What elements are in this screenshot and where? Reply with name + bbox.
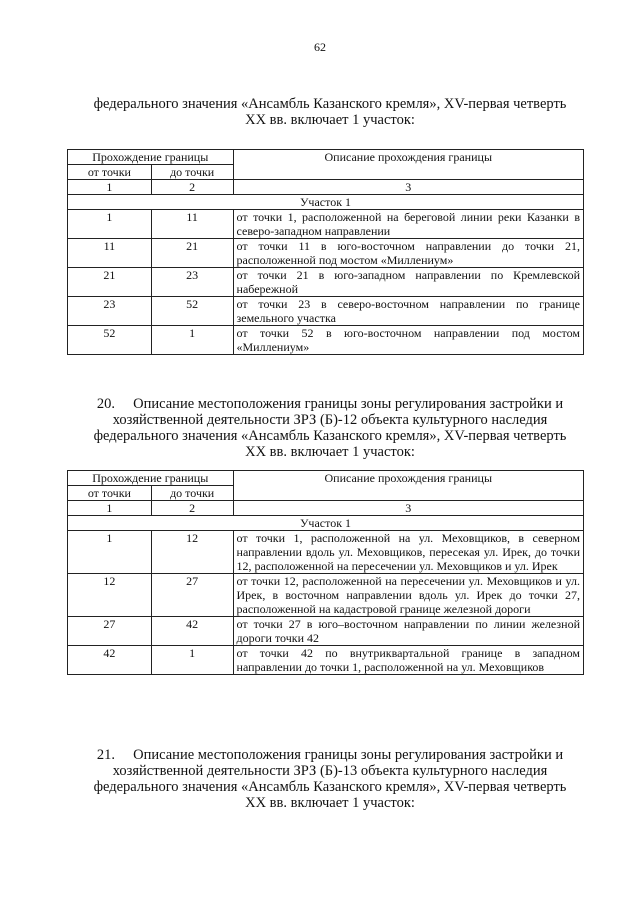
boundary-description: от точки 1, расположенной на береговой линии реки Казанки в северо-западном направлении [233,210,583,239]
to-point: 23 [151,268,233,297]
header-description: Описание прохождения границы [233,150,583,180]
table-row [68,239,584,268]
from-point: 42 [68,646,152,675]
header-from: от точки [68,165,152,180]
heading-line: XX вв. включает 1 участок: [245,795,415,811]
header-to: до точки [151,486,233,501]
table-row [68,574,584,617]
boundary-description: от точки 42 по внутриквартальной границе в западном направлении до точки 1, расположенной на ул. Меховщиков [233,646,583,675]
boundary-description: от точки 12, расположенной на пересечении ул. Меховщиков и ул. Ирек, в восточном направлении вдоль ул. Ирек до точки 27, расположенной на кадастровой границе железной дороги [233,574,583,617]
boundary-description: от точки 23 в северо-восточном направлении по границе земельного участка [233,297,583,326]
to-point: 12 [151,531,233,574]
boundary-description: от точки 11 в юго-восточном направлении до точки 21, расположенной под мостом «Миллениум» [233,239,583,268]
to-point: 21 [151,239,233,268]
from-point: 1 [68,210,152,239]
from-point: 21 [68,268,152,297]
intro-heading [75,96,585,128]
heading-line: федерального значения «Ансамбль Казанского кремля», XV-первая четверть [93,96,567,112]
from-point: 12 [68,574,152,617]
from-point: 11 [68,239,152,268]
table-row [68,617,584,646]
boundary-table-1 [67,149,584,355]
header-to: до точки [151,165,233,180]
heading-line: хозяйственной деятельности ЗРЗ (Б)-13 объекта культурного наследия [112,763,548,779]
section-21-heading [75,747,585,811]
column-number: 3 [233,501,583,516]
column-number: 1 [68,501,152,516]
table-row [68,268,584,297]
table-row [68,326,584,355]
heading-line: федерального значения «Ансамбль Казанского кремля», XV-первая четверть [93,779,567,795]
boundary-description: от точки 1, расположенной на ул. Меховщиков, в северном направлении вдоль ул. Меховщиков, пересекая ул. Ирек, до точки 12, расположенной на пересечении ул. Меховщиков и ул. Ирек [233,531,583,574]
header-description: Описание прохождения границы [233,471,583,501]
from-point: 1 [68,531,152,574]
from-point: 27 [68,617,152,646]
header-passage: Прохождение границы [68,150,234,165]
from-point: 23 [68,297,152,326]
boundary-description: от точки 52 в юго-восточном направлении под мостом «Миллениум» [233,326,583,355]
heading-line: хозяйственной деятельности ЗРЗ (Б)-12 объекта культурного наследия [112,412,548,428]
heading-line: федерального значения «Ансамбль Казанского кремля», XV-первая четверть [93,428,567,444]
table-row [68,210,584,239]
section-label: Участок 1 [68,516,584,531]
from-point: 52 [68,326,152,355]
header-passage: Прохождение границы [68,471,234,486]
column-number: 1 [68,180,152,195]
column-number: 2 [151,180,233,195]
heading-line: XX вв. включает 1 участок: [245,112,415,128]
boundary-description: от точки 27 в юго–восточном направлении по линии железной дороги точки 42 [233,617,583,646]
section-20-heading [75,396,585,460]
to-point: 42 [151,617,233,646]
column-number: 3 [233,180,583,195]
heading-line: 20. Описание местоположения границы зоны регулирования застройки и [96,396,564,412]
column-number: 2 [151,501,233,516]
boundary-description: от точки 21 в юго-западном направлении по Кремлевской набережной [233,268,583,297]
table-row [68,531,584,574]
heading-line: 21. Описание местоположения границы зоны регулирования застройки и [96,747,564,763]
boundary-table-2 [67,470,584,675]
page-number: 62 [314,40,326,54]
header-from: от точки [68,486,152,501]
heading-line: XX вв. включает 1 участок: [245,444,415,460]
to-point: 52 [151,297,233,326]
to-point: 1 [151,646,233,675]
to-point: 27 [151,574,233,617]
table-row [68,297,584,326]
to-point: 11 [151,210,233,239]
table-row [68,646,584,675]
to-point: 1 [151,326,233,355]
section-label: Участок 1 [68,195,584,210]
